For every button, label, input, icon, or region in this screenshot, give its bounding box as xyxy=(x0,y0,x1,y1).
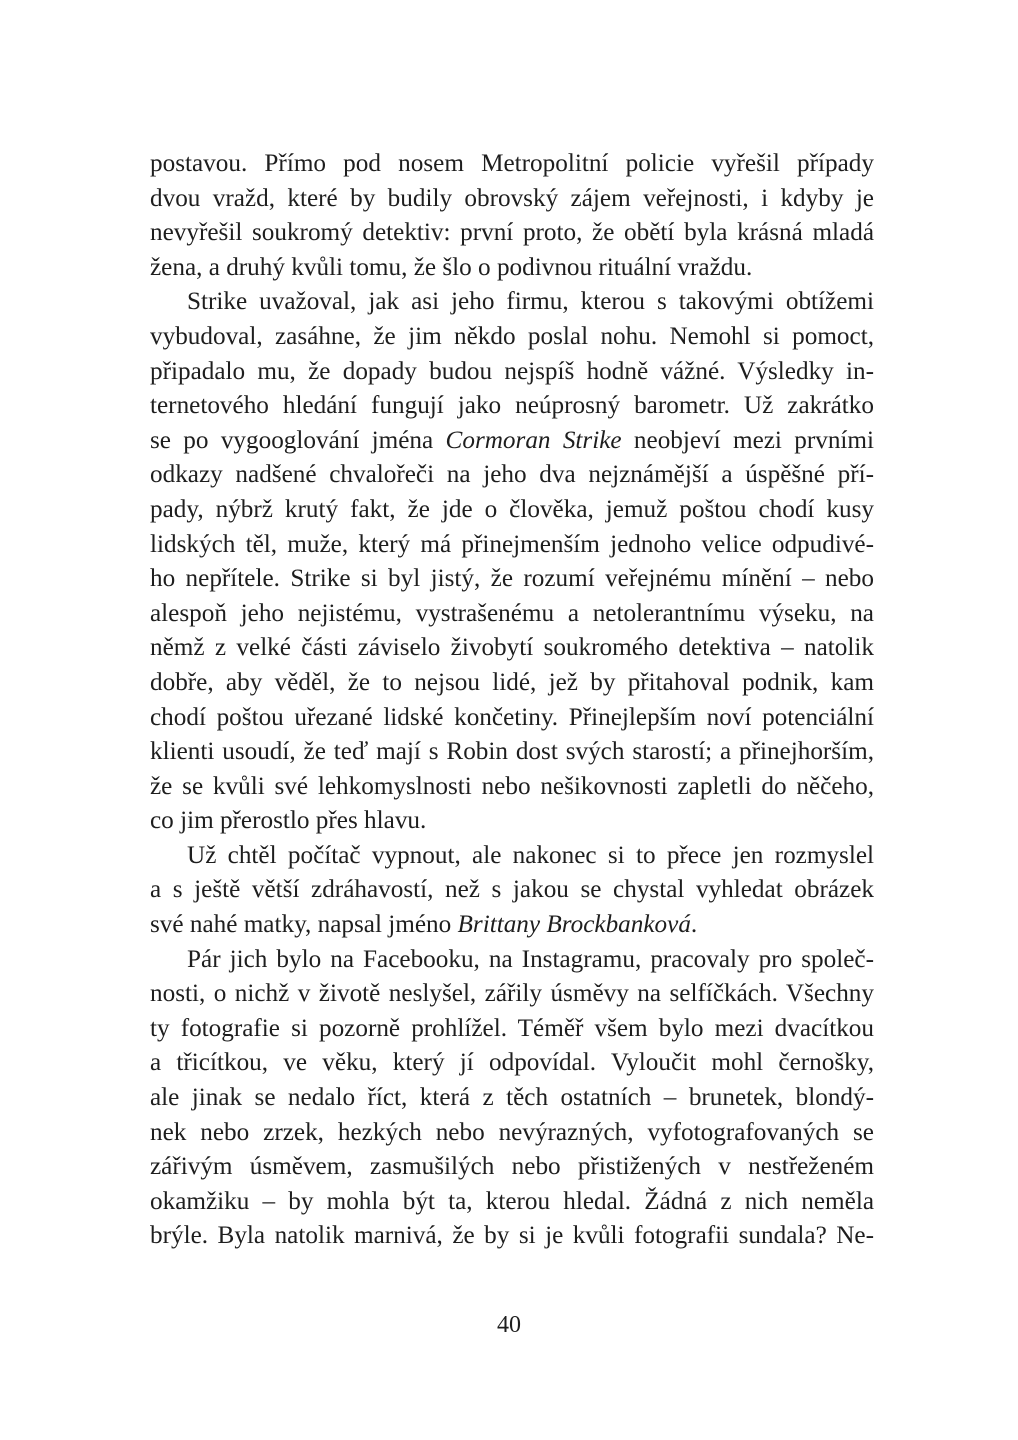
text-run: dvou vražd, které by budily obrovský zájem veřejnosti, i kdyby je xyxy=(150,184,874,212)
paragraph xyxy=(150,285,874,839)
text-line xyxy=(150,355,874,390)
text-run: své nahé matky, napsal jméno xyxy=(150,911,458,939)
text-run: vybudoval, zasáhne, že jim někdo poslal nohu. Nemohl si pomoct, xyxy=(150,322,874,350)
text-line xyxy=(150,1150,874,1185)
text-run: lidských těl, muže, který má přinejmenším jednoho velice odpudivé- xyxy=(150,530,874,558)
text-run: Strike uvažoval, jak asi jeho firmu, kterou s takovými obtížemi xyxy=(187,288,874,316)
text-run: dobře, aby věděl, že to nejsou lidé, jež by přitahoval podnik, kam xyxy=(150,668,874,696)
text-line xyxy=(150,285,874,320)
text-run: ty fotografie si pozorně prohlížel. Téměř všem bylo mezi dvacítkou xyxy=(150,1014,874,1042)
text-run: ale jinak se nedalo říct, která z těch ostatních – brunetek, blondý- xyxy=(150,1084,874,1112)
text-run: klienti usoudí, že teď mají s Robin dost svých starostí; a přinejhorším, xyxy=(150,738,874,766)
text-run: a třicítkou, ve věku, který jí odpovídal. Vyloučit mohl černošky, xyxy=(150,1049,874,1077)
text-run: ho nepřítele. Strike si byl jistý, že rozumí veřejnému mínění – nebo xyxy=(150,565,874,593)
text-line xyxy=(150,216,874,251)
text-run: okamžiku – by mohla být ta, kterou hledal. Žádná z nich neměla xyxy=(150,1187,874,1215)
book-page-body xyxy=(150,147,874,1254)
text-line xyxy=(150,839,874,874)
text-line xyxy=(150,1185,874,1220)
text-line xyxy=(150,1046,874,1081)
text-run: že se kvůli své lehkomyslnosti nebo nešikovnosti zapletli do něčeho, xyxy=(150,772,874,800)
text-line xyxy=(150,251,874,286)
text-line xyxy=(150,389,874,424)
text-run: alespoň jeho nejistému, vystrašenému a netolerantnímu výseku, na xyxy=(150,599,874,627)
text-run: . xyxy=(690,911,698,939)
text-line xyxy=(150,458,874,493)
paragraph xyxy=(150,147,874,285)
text-run: nosti, o nichž v životě neslyšel, zářily úsměvy na selfíčkách. Všechny xyxy=(150,980,874,1008)
text-line xyxy=(150,666,874,701)
text-run: co jim přerostlo přes hlavu. xyxy=(150,807,427,835)
text-run: nevyřešil soukromý detektiv: první proto, že obětí byla krásná mladá xyxy=(150,219,874,247)
text-line xyxy=(150,631,874,666)
paragraph xyxy=(150,943,874,1254)
text-line xyxy=(150,147,874,182)
text-line xyxy=(150,701,874,736)
text-line xyxy=(150,1081,874,1116)
text-line xyxy=(150,1012,874,1047)
text-line xyxy=(150,1219,874,1254)
text-run: připadalo mu, že dopady budou nejspíš hodně vážné. Výsledky in- xyxy=(150,357,874,385)
text-line xyxy=(150,735,874,770)
text-run: ternetového hledání fungují jako neúprosný barometr. Už zakrátko xyxy=(150,392,874,420)
text-line xyxy=(150,182,874,217)
text-run: nek nebo zrzek, hezkých nebo nevýrazných, vyfotografovaných se xyxy=(150,1118,874,1146)
text-line xyxy=(150,1116,874,1151)
text-line xyxy=(150,908,874,943)
text-run: chodí poštou uřezané lidské končetiny. Přinejlepším noví potenciální xyxy=(150,703,874,731)
text-line xyxy=(150,424,874,459)
text-run: postavou. Přímo pod nosem Metropolitní policie vyřešil případy xyxy=(150,150,874,177)
text-run: se po vygooglování jména xyxy=(150,426,446,454)
text-run: pady, nýbrž krutý fakt, že jde o člověka, jemuž poštou chodí kusy xyxy=(150,495,874,523)
text-line xyxy=(150,873,874,908)
text-line xyxy=(150,804,874,839)
text-line xyxy=(150,597,874,632)
text-line xyxy=(150,977,874,1012)
text-run: žena, a druhý kvůli tomu, že šlo o podivnou rituální vraždu. xyxy=(150,253,753,281)
text-run: neobjeví mezi prvními xyxy=(621,426,875,454)
text-run: Už chtěl počítač vypnout, ale nakonec si to přece jen rozmyslel xyxy=(187,841,874,869)
text-run: a s ještě větší zdráhavostí, než s jakou se chystal vyhledat obrázek xyxy=(150,876,874,904)
text-line xyxy=(150,493,874,528)
text-line xyxy=(150,320,874,355)
paragraph xyxy=(150,839,874,943)
text-run: odkazy nadšené chvalořeči na jeho dva nejznámější a úspěšné pří- xyxy=(150,461,874,489)
italic-name: Cormoran Strike xyxy=(445,426,622,454)
italic-name: Brittany Brockbanková xyxy=(457,911,691,939)
text-line xyxy=(150,770,874,805)
text-run: němž z velké části záviselo živobytí soukromého detektiva – natolik xyxy=(150,634,874,662)
text-run: zářivým úsměvem, zasmušilých nebo přistižených v nestřeženém xyxy=(150,1153,874,1181)
page-number: 40 xyxy=(497,1312,521,1338)
text-run: brýle. Byla natolik marnivá, že by si je kvůli fotografii sundala? Ne- xyxy=(150,1222,874,1250)
text-line xyxy=(150,943,874,978)
text-line xyxy=(150,562,874,597)
text-run: Pár jich bylo na Facebooku, na Instagramu, pracovaly pro společ- xyxy=(187,945,874,973)
text-line xyxy=(150,528,874,563)
